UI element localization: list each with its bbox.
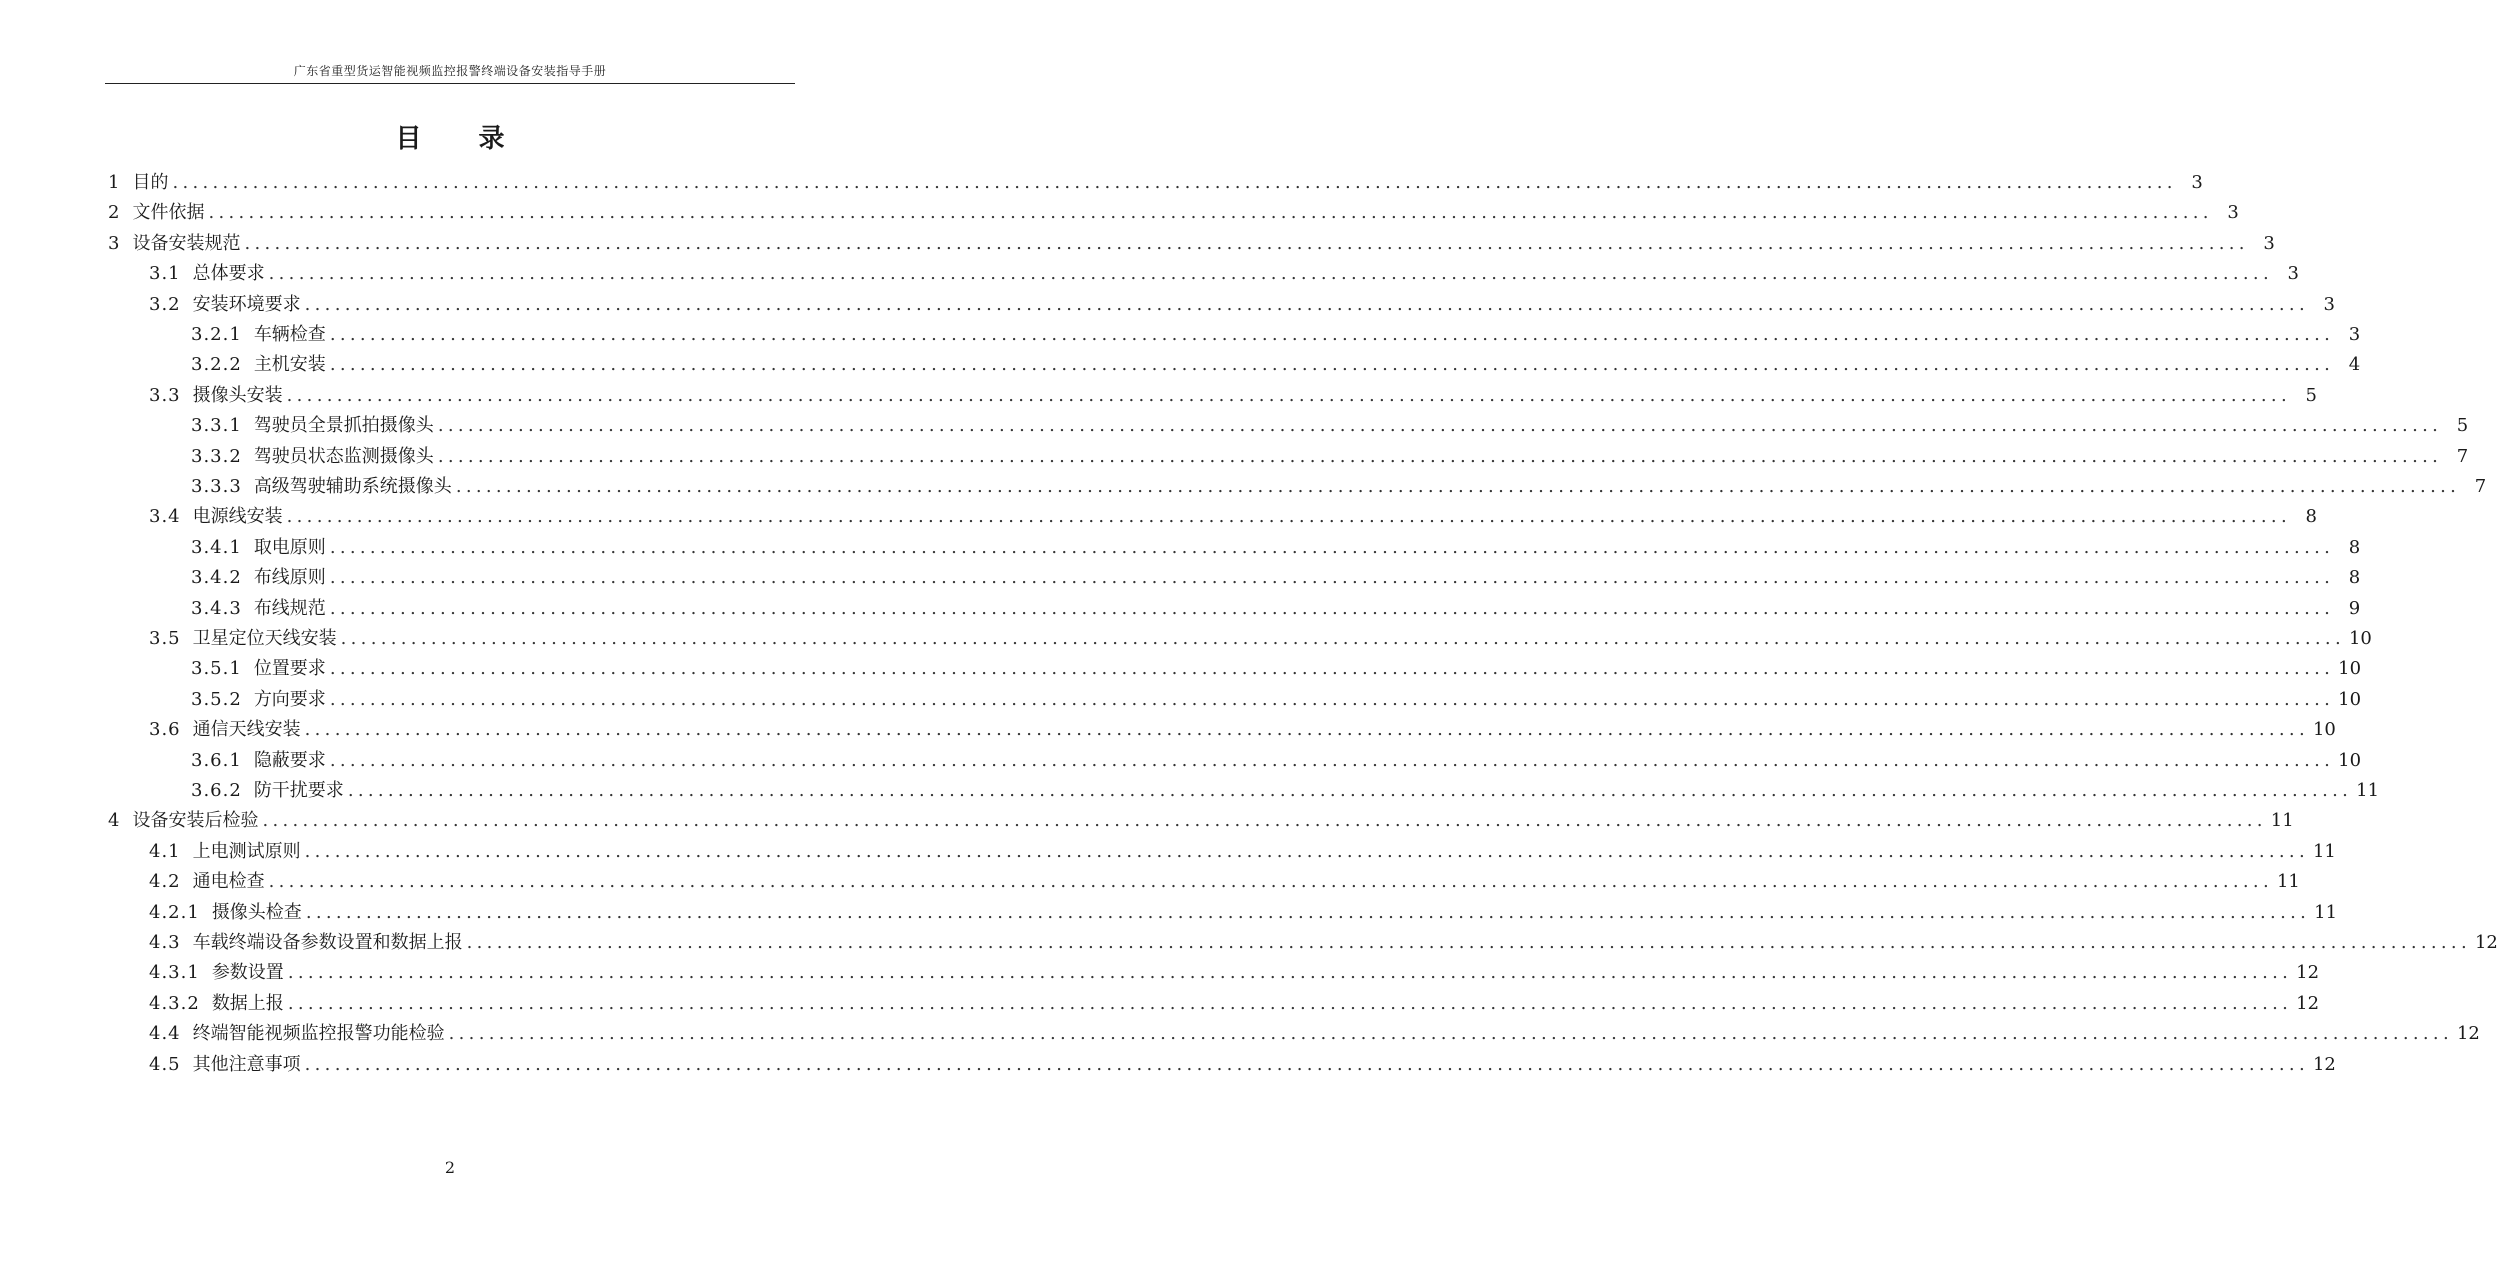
toc-entry[interactable]: [108, 198, 2239, 228]
toc-entry[interactable]: [149, 928, 2498, 958]
toc-leader-dots: ........................................................................................................................................................................................................: [329, 324, 2335, 345]
toc-entry-number: 2: [108, 202, 121, 224]
toc-entry-page: 12: [2474, 932, 2498, 953]
toc-entry[interactable]: [149, 837, 2336, 867]
toc-entry-page: 9: [2348, 597, 2361, 619]
toc-entry[interactable]: [149, 502, 2317, 532]
toc-entry-number: 3.4.1: [191, 536, 242, 558]
toc-entry[interactable]: [149, 259, 2299, 289]
toc-entry-page: 8: [2348, 536, 2361, 558]
toc-leader-dots: ........................................................................................................................................................................................................: [172, 172, 2177, 193]
toc-leader-dots: ........................................................................................................................................................................................................: [455, 476, 2461, 497]
toc-leader-dots: ........................................................................................................................................................................................................: [208, 202, 2213, 224]
header-rule: [105, 83, 795, 84]
toc-entry[interactable]: [149, 867, 2300, 897]
toc-entry-label: 总体要求: [192, 263, 265, 285]
toc-entry[interactable]: [191, 472, 2487, 502]
toc-leader-dots: ........................................................................................................................................................................................................: [304, 840, 2309, 862]
toc-leader-dots: ........................................................................................................................................................................................................: [304, 719, 2309, 741]
toc-entry-page: 3: [2287, 263, 2299, 285]
toc-entry-number: 3.6.1: [191, 749, 242, 771]
toc-entry[interactable]: [108, 168, 2203, 198]
toc-entry-number: 4.2.1: [149, 901, 200, 923]
toc-entry-label: 布线原则: [253, 567, 326, 589]
toc-entry-label: 通信天线安装: [192, 719, 301, 741]
toc-entry-page: 10: [2338, 688, 2362, 710]
toc-leader-dots: ........................................................................................................................................................................................................: [287, 992, 2293, 1014]
toc-entry-number: 1: [108, 172, 121, 193]
toc-entry-page: 11: [2312, 840, 2336, 862]
toc-entry[interactable]: [149, 958, 2320, 988]
toc-leader-dots: ........................................................................................................................................................................................................: [448, 1023, 2453, 1045]
toc-entry-page: 7: [2456, 445, 2469, 467]
toc-entry-page: 3: [2191, 172, 2203, 193]
toc-entry-label: 目的: [132, 172, 169, 193]
toc-entry-number: 3.6: [149, 719, 181, 741]
toc-entry-label: 卫星定位天线安装: [192, 628, 337, 649]
toc-entry-label: 取电原则: [253, 536, 326, 558]
toc-leader-dots: ........................................................................................................................................................................................................: [286, 384, 2291, 406]
toc-entry[interactable]: [191, 442, 2469, 472]
toc-entry-label: 高级驾驶辅助系统摄像头: [253, 476, 452, 497]
toc-entry-label: 方向要求: [253, 688, 326, 710]
page-number: 2: [444, 1158, 456, 1177]
toc-entry-label: 通电检查: [192, 871, 265, 893]
toc-leader-dots: ........................................................................................................................................................................................................: [305, 901, 2311, 923]
toc-entry-label: 布线规范: [253, 597, 326, 619]
toc-entry-number: 3.4.3: [191, 597, 242, 619]
toc-entry[interactable]: [149, 624, 2372, 654]
toc-entry-number: 4.4: [149, 1023, 181, 1045]
toc-entry-label: 上电测试原则: [192, 840, 301, 862]
toc-entry-page: 12: [2296, 992, 2320, 1014]
toc-leader-dots: ........................................................................................................................................................................................................: [329, 354, 2335, 376]
toc-entry-page: 10: [2338, 658, 2362, 680]
toc-entry-label: 设备安装后检验: [132, 810, 259, 832]
toc-leader-dots: ........................................................................................................................................................................................................: [304, 293, 2309, 315]
toc-entry[interactable]: [191, 320, 2361, 350]
toc-entry[interactable]: [108, 806, 2294, 836]
toc-entry[interactable]: [149, 715, 2336, 745]
toc-leader-dots: ........................................................................................................................................................................................................: [286, 506, 2291, 528]
toc-entry-label: 终端智能视频监控报警功能检验: [192, 1023, 445, 1045]
toc-leader-dots: ........................................................................................................................................................................................................: [329, 688, 2335, 710]
toc-entry-label: 隐蔽要求: [253, 749, 326, 771]
toc-entry[interactable]: [191, 594, 2361, 624]
toc-entry-label: 车辆检查: [253, 324, 326, 345]
toc-leader-dots: ........................................................................................................................................................................................................: [244, 232, 2249, 254]
toc-entry-page: 12: [2456, 1023, 2480, 1045]
toc-entry[interactable]: [149, 898, 2338, 928]
toc-leader-dots: ........................................................................................................................................................................................................: [329, 658, 2335, 680]
toc-entry-number: 3.2: [149, 293, 181, 315]
toc-entry-page: 5: [2456, 415, 2469, 437]
toc-entry-page: 3: [2323, 293, 2335, 315]
toc-entry[interactable]: [191, 746, 2362, 776]
toc-entry-page: 3: [2263, 232, 2275, 254]
toc-entry[interactable]: [149, 989, 2320, 1019]
toc-leader-dots: ........................................................................................................................................................................................................: [329, 567, 2335, 589]
toc-entry[interactable]: [149, 1050, 2336, 1080]
toc-entry-number: 4.3.1: [149, 962, 200, 984]
toc-leader-dots: ........................................................................................................................................................................................................: [437, 445, 2443, 467]
toc-entry-page: 11: [2270, 810, 2294, 832]
toc-entry-number: 3.4: [149, 506, 181, 528]
toc-entry-number: 3.5.1: [191, 658, 242, 680]
toc-leader-dots: ........................................................................................................................................................................................................: [329, 597, 2335, 619]
toc-entry[interactable]: [149, 290, 2335, 320]
toc-entry-page: 8: [2305, 506, 2317, 528]
toc-entry-label: 摄像头安装: [192, 384, 283, 406]
toc-entry[interactable]: [191, 533, 2361, 563]
toc-entry-label: 主机安装: [253, 354, 326, 376]
toc-entry-number: 3.2.2: [191, 354, 242, 376]
toc-entry-number: 4.1: [149, 840, 181, 862]
toc-entry-page: 11: [2314, 901, 2338, 923]
toc-entry-page: 12: [2296, 962, 2320, 984]
toc-entry-page: 5: [2305, 384, 2317, 406]
toc-entry-number: 3.3.2: [191, 445, 242, 467]
toc-leader-dots: ........................................................................................................................................................................................................: [340, 628, 2345, 649]
toc-entry-label: 安装环境要求: [192, 293, 301, 315]
toc-entry-label: 驾驶员状态监测摄像头: [253, 445, 434, 467]
toc-entry-page: 11: [2276, 871, 2300, 893]
toc-leader-dots: ........................................................................................................................................................................................................: [304, 1053, 2309, 1075]
toc-entry-number: 3.3: [149, 384, 181, 406]
toc-leader-dots: ........................................................................................................................................................................................................: [329, 749, 2335, 771]
toc-entry-number: 3.6.2: [191, 780, 242, 801]
toc-entry-label: 其他注意事项: [192, 1053, 301, 1075]
toc-entry-number: 4: [108, 810, 121, 832]
toc-entry[interactable]: [149, 381, 2317, 411]
toc-entry[interactable]: [191, 350, 2361, 380]
toc-entry-label: 车载终端设备参数设置和数据上报: [192, 932, 463, 953]
toc-entry-number: 3.5: [149, 628, 181, 649]
toc-entry-label: 文件依据: [132, 202, 205, 224]
toc-entry[interactable]: [191, 654, 2362, 684]
toc-entry-label: 数据上报: [211, 992, 284, 1014]
toc-entry-number: 4.3: [149, 932, 181, 953]
toc-entry-page: 11: [2356, 780, 2380, 801]
toc-leader-dots: ........................................................................................................................................................................................................: [262, 810, 2267, 832]
toc-entry-number: 4.2: [149, 871, 181, 893]
toc-leader-dots: ........................................................................................................................................................................................................: [268, 263, 2273, 285]
toc-entry-page: 10: [2338, 749, 2362, 771]
toc-entry-page: 4: [2348, 354, 2361, 376]
toc-entry[interactable]: [191, 685, 2362, 715]
toc-entry-label: 参数设置: [211, 962, 284, 984]
toc-entry-label: 防干扰要求: [253, 780, 344, 801]
toc-title: 目 录: [395, 124, 529, 154]
toc-leader-dots: ........................................................................................................................................................................................................: [268, 871, 2273, 893]
toc-entry-label: 驾驶员全景抓拍摄像头: [253, 415, 434, 437]
toc-entry-number: 4.3.2: [149, 992, 200, 1014]
toc-leader-dots: ........................................................................................................................................................................................................: [287, 962, 2293, 984]
toc-entry-label: 设备安装规范: [132, 232, 241, 254]
toc-entry[interactable]: [191, 776, 2380, 806]
toc-entry-page: 10: [2312, 719, 2336, 741]
toc-entry-label: 位置要求: [253, 658, 326, 680]
toc-entry-number: 3.1: [149, 263, 181, 285]
toc-leader-dots: ........................................................................................................................................................................................................: [466, 932, 2471, 953]
toc-entry[interactable]: [191, 563, 2361, 593]
toc-entry-number: 3.4.2: [191, 567, 242, 589]
toc-entry-number: 3.5.2: [191, 688, 242, 710]
toc-entry-label: 摄像头检查: [211, 901, 302, 923]
toc-entry[interactable]: [149, 1019, 2480, 1049]
toc-entry-number: 3.3.3: [191, 476, 242, 497]
toc-entry-page: 3: [2227, 202, 2239, 224]
toc-entry-number: 3.3.1: [191, 415, 242, 437]
toc-leader-dots: ........................................................................................................................................................................................................: [329, 536, 2335, 558]
toc-entry[interactable]: [108, 229, 2275, 259]
toc-entry-number: 4.5: [149, 1053, 181, 1075]
running-header: 广东省重型货运智能视频监控报警终端设备安装指导手册: [293, 64, 607, 78]
toc-leader-dots: ........................................................................................................................................................................................................: [437, 415, 2443, 437]
toc-entry-label: 电源线安装: [192, 506, 283, 528]
toc-entry-number: 3.2.1: [191, 324, 242, 345]
toc-entry[interactable]: [191, 411, 2469, 441]
toc-entry-page: 8: [2348, 567, 2361, 589]
toc-entry-page: 3: [2348, 324, 2361, 345]
toc-entry-page: 12: [2312, 1053, 2336, 1075]
toc-entry-page: 7: [2474, 476, 2487, 497]
toc-entry-page: 10: [2348, 628, 2372, 649]
toc-leader-dots: ........................................................................................................................................................................................................: [347, 780, 2353, 801]
toc-entry-number: 3: [108, 232, 121, 254]
